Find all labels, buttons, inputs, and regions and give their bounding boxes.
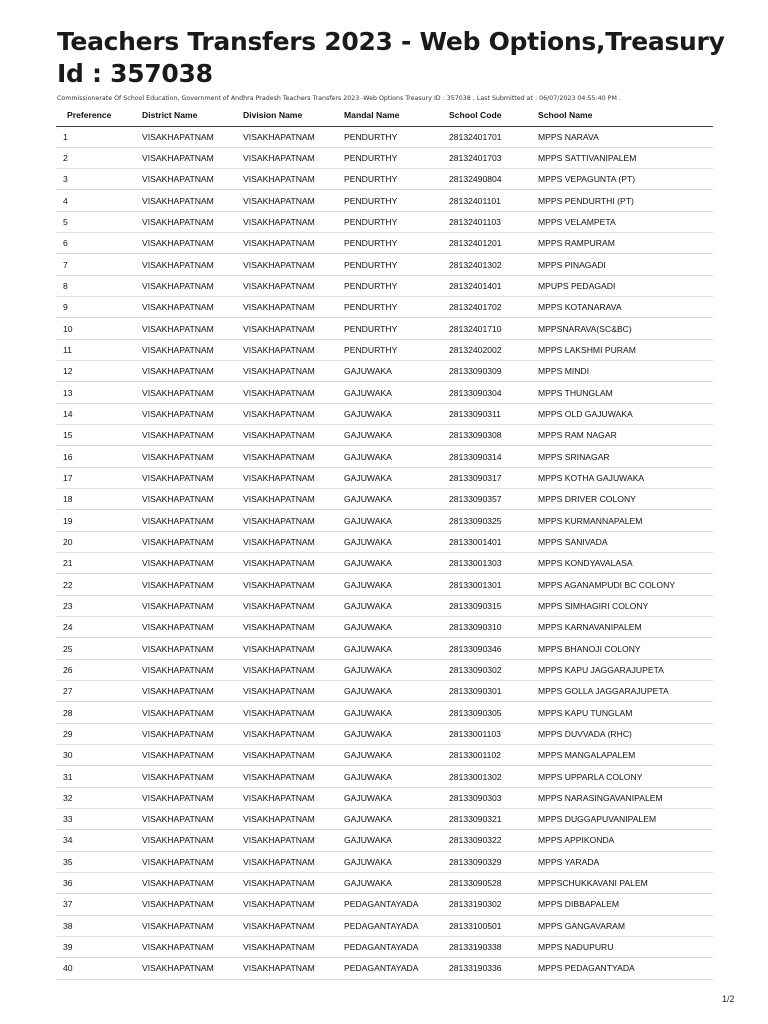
cell-school-code: 28133090304 — [449, 382, 538, 403]
cell-school-code: 28133090322 — [449, 830, 538, 851]
cell-preference: 4 — [56, 190, 142, 211]
cell-school-code: 28133090315 — [449, 595, 538, 616]
cell-school-name: MPPS AGANAMPUDI BC COLONY — [538, 574, 713, 595]
header-division-name: Division Name — [243, 104, 344, 126]
cell-division-name: VISAKHAPATNAM — [243, 681, 344, 702]
cell-division-name: VISAKHAPATNAM — [243, 147, 344, 168]
cell-district-name: VISAKHAPATNAM — [142, 915, 243, 936]
table-row — [56, 190, 713, 211]
cell-school-code: 28133001103 — [449, 723, 538, 744]
cell-district-name: VISAKHAPATNAM — [142, 574, 243, 595]
cell-mandal-name: GAJUWAKA — [344, 723, 449, 744]
cell-division-name: VISAKHAPATNAM — [243, 233, 344, 254]
cell-mandal-name: GAJUWAKA — [344, 659, 449, 680]
cell-school-name: MPPSCHUKKAVANI PALEM — [538, 872, 713, 893]
cell-district-name: VISAKHAPATNAM — [142, 851, 243, 872]
cell-division-name: VISAKHAPATNAM — [243, 766, 344, 787]
table-row — [56, 958, 713, 979]
cell-school-name: MPPS KURMANNAPALEM — [538, 510, 713, 531]
cell-school-name: MPPS KAPU JAGGARAJUPETA — [538, 659, 713, 680]
cell-mandal-name: PENDURTHY — [344, 169, 449, 190]
cell-preference: 37 — [56, 894, 142, 915]
cell-division-name: VISAKHAPATNAM — [243, 489, 344, 510]
cell-school-code: 28133090329 — [449, 851, 538, 872]
preferences-table-container — [56, 104, 713, 980]
cell-district-name: VISAKHAPATNAM — [142, 446, 243, 467]
cell-preference: 14 — [56, 403, 142, 424]
cell-preference: 38 — [56, 915, 142, 936]
cell-school-code: 28133100501 — [449, 915, 538, 936]
cell-school-code: 28132401710 — [449, 318, 538, 339]
cell-school-code: 28133090528 — [449, 872, 538, 893]
cell-district-name: VISAKHAPATNAM — [142, 681, 243, 702]
cell-mandal-name: PENDURTHY — [344, 254, 449, 275]
cell-preference: 13 — [56, 382, 142, 403]
cell-mandal-name: GAJUWAKA — [344, 382, 449, 403]
cell-mandal-name: PENDURTHY — [344, 233, 449, 254]
table-row — [56, 595, 713, 616]
header-row — [56, 104, 713, 126]
cell-school-name: MPPS VELAMPETA — [538, 211, 713, 232]
table-row — [56, 403, 713, 424]
cell-district-name: VISAKHAPATNAM — [142, 489, 243, 510]
cell-district-name: VISAKHAPATNAM — [142, 958, 243, 979]
cell-district-name: VISAKHAPATNAM — [142, 211, 243, 232]
cell-school-name: MPPS GOLLA JAGGARAJUPETA — [538, 681, 713, 702]
cell-school-code: 28133090346 — [449, 638, 538, 659]
cell-district-name: VISAKHAPATNAM — [142, 617, 243, 638]
cell-school-code: 28133090321 — [449, 809, 538, 830]
cell-school-code: 28133090305 — [449, 702, 538, 723]
cell-division-name: VISAKHAPATNAM — [243, 851, 344, 872]
table-row — [56, 872, 713, 893]
cell-mandal-name: GAJUWAKA — [344, 638, 449, 659]
cell-mandal-name: PENDURTHY — [344, 297, 449, 318]
cell-district-name: VISAKHAPATNAM — [142, 745, 243, 766]
table-row — [56, 339, 713, 360]
cell-school-name: MPPS PINAGADI — [538, 254, 713, 275]
cell-division-name: VISAKHAPATNAM — [243, 595, 344, 616]
header-school-name: School Name — [538, 104, 713, 126]
cell-preference: 18 — [56, 489, 142, 510]
cell-school-code: 28133090311 — [449, 403, 538, 424]
table-row — [56, 147, 713, 168]
cell-district-name: VISAKHAPATNAM — [142, 318, 243, 339]
cell-school-name: MPPS KONDYAVALASA — [538, 553, 713, 574]
cell-mandal-name: PENDURTHY — [344, 318, 449, 339]
cell-district-name: VISAKHAPATNAM — [142, 510, 243, 531]
cell-division-name: VISAKHAPATNAM — [243, 425, 344, 446]
cell-school-code: 28132402002 — [449, 339, 538, 360]
cell-school-name: MPPS BHANOJI COLONY — [538, 638, 713, 659]
table-row — [56, 510, 713, 531]
cell-school-name: MPPS UPPARLA COLONY — [538, 766, 713, 787]
cell-mandal-name: PENDURTHY — [344, 339, 449, 360]
cell-preference: 30 — [56, 745, 142, 766]
header-school-code: School Code — [449, 104, 538, 126]
cell-division-name: VISAKHAPATNAM — [243, 446, 344, 467]
cell-mandal-name: GAJUWAKA — [344, 702, 449, 723]
table-row — [56, 211, 713, 232]
cell-mandal-name: GAJUWAKA — [344, 403, 449, 424]
cell-school-code: 28133090317 — [449, 467, 538, 488]
cell-division-name: VISAKHAPATNAM — [243, 382, 344, 403]
table-row — [56, 297, 713, 318]
cell-division-name: VISAKHAPATNAM — [243, 723, 344, 744]
cell-division-name: VISAKHAPATNAM — [243, 872, 344, 893]
cell-school-code: 28132401201 — [449, 233, 538, 254]
cell-division-name: VISAKHAPATNAM — [243, 361, 344, 382]
cell-division-name: VISAKHAPATNAM — [243, 553, 344, 574]
table-row — [56, 617, 713, 638]
cell-school-code: 28133090357 — [449, 489, 538, 510]
cell-school-name: MPPS VEPAGUNTA (PT) — [538, 169, 713, 190]
cell-district-name: VISAKHAPATNAM — [142, 147, 243, 168]
cell-preference: 2 — [56, 147, 142, 168]
cell-district-name: VISAKHAPATNAM — [142, 830, 243, 851]
cell-division-name: VISAKHAPATNAM — [243, 531, 344, 552]
table-row — [56, 787, 713, 808]
cell-division-name: VISAKHAPATNAM — [243, 339, 344, 360]
cell-district-name: VISAKHAPATNAM — [142, 531, 243, 552]
cell-mandal-name: GAJUWAKA — [344, 681, 449, 702]
preferences-table — [56, 104, 713, 980]
cell-school-name: MPPS SANIVADA — [538, 531, 713, 552]
cell-school-name: MPPS KAPU TUNGLAM — [538, 702, 713, 723]
cell-school-name: MPPS KOTANARAVA — [538, 297, 713, 318]
cell-school-name: MPPS KARNAVANIPALEM — [538, 617, 713, 638]
cell-division-name: VISAKHAPATNAM — [243, 510, 344, 531]
cell-district-name: VISAKHAPATNAM — [142, 361, 243, 382]
cell-mandal-name: GAJUWAKA — [344, 489, 449, 510]
cell-school-name: MPPS KOTHA GAJUWAKA — [538, 467, 713, 488]
cell-mandal-name: GAJUWAKA — [344, 745, 449, 766]
header-mandal-name: Mandal Name — [344, 104, 449, 126]
cell-mandal-name: GAJUWAKA — [344, 446, 449, 467]
cell-preference: 31 — [56, 766, 142, 787]
cell-district-name: VISAKHAPATNAM — [142, 723, 243, 744]
cell-mandal-name: PEDAGANTAYADA — [344, 936, 449, 957]
cell-school-code: 28133001401 — [449, 531, 538, 552]
cell-district-name: VISAKHAPATNAM — [142, 638, 243, 659]
cell-preference: 23 — [56, 595, 142, 616]
cell-school-code: 28132401101 — [449, 190, 538, 211]
cell-mandal-name: GAJUWAKA — [344, 510, 449, 531]
cell-district-name: VISAKHAPATNAM — [142, 233, 243, 254]
cell-district-name: VISAKHAPATNAM — [142, 297, 243, 318]
cell-mandal-name: GAJUWAKA — [344, 361, 449, 382]
cell-preference: 5 — [56, 211, 142, 232]
cell-district-name: VISAKHAPATNAM — [142, 894, 243, 915]
cell-district-name: VISAKHAPATNAM — [142, 595, 243, 616]
cell-mandal-name: GAJUWAKA — [344, 617, 449, 638]
cell-mandal-name: PENDURTHY — [344, 126, 449, 147]
cell-school-code: 28133090314 — [449, 446, 538, 467]
cell-division-name: VISAKHAPATNAM — [243, 894, 344, 915]
table-row — [56, 126, 713, 147]
cell-preference: 16 — [56, 446, 142, 467]
cell-school-code: 28133090302 — [449, 659, 538, 680]
cell-school-code: 28133090308 — [449, 425, 538, 446]
table-row — [56, 254, 713, 275]
cell-school-code: 28132401702 — [449, 297, 538, 318]
cell-mandal-name: PEDAGANTAYADA — [344, 915, 449, 936]
cell-division-name: VISAKHAPATNAM — [243, 190, 344, 211]
cell-school-code: 28133090309 — [449, 361, 538, 382]
cell-school-name: MPPS MINDI — [538, 361, 713, 382]
cell-school-name: MPPS OLD GAJUWAKA — [538, 403, 713, 424]
cell-school-code: 28132401401 — [449, 275, 538, 296]
table-row — [56, 489, 713, 510]
cell-district-name: VISAKHAPATNAM — [142, 403, 243, 424]
cell-division-name: VISAKHAPATNAM — [243, 254, 344, 275]
cell-district-name: VISAKHAPATNAM — [142, 553, 243, 574]
cell-preference: 6 — [56, 233, 142, 254]
cell-school-name: MPPS GANGAVARAM — [538, 915, 713, 936]
cell-mandal-name: PEDAGANTAYADA — [344, 958, 449, 979]
cell-mandal-name: GAJUWAKA — [344, 872, 449, 893]
cell-mandal-name: GAJUWAKA — [344, 851, 449, 872]
cell-district-name: VISAKHAPATNAM — [142, 787, 243, 808]
cell-school-name: MPPS MANGALAPALEM — [538, 745, 713, 766]
table-row — [56, 467, 713, 488]
table-row — [56, 702, 713, 723]
cell-preference: 19 — [56, 510, 142, 531]
cell-mandal-name: PENDURTHY — [344, 147, 449, 168]
table-row — [56, 574, 713, 595]
table-row — [56, 318, 713, 339]
cell-school-name: MPPS PEDAGANTYADA — [538, 958, 713, 979]
cell-district-name: VISAKHAPATNAM — [142, 467, 243, 488]
cell-school-name: MPPS YARADA — [538, 851, 713, 872]
cell-district-name: VISAKHAPATNAM — [142, 659, 243, 680]
table-row — [56, 659, 713, 680]
cell-school-code: 28133090325 — [449, 510, 538, 531]
cell-school-name: MPPS RAM NAGAR — [538, 425, 713, 446]
table-row — [56, 894, 713, 915]
cell-mandal-name: GAJUWAKA — [344, 425, 449, 446]
table-row — [56, 553, 713, 574]
cell-preference: 11 — [56, 339, 142, 360]
table-body — [56, 126, 713, 979]
cell-school-name: MPPS SATTIVANIPALEM — [538, 147, 713, 168]
cell-preference: 7 — [56, 254, 142, 275]
table-row — [56, 361, 713, 382]
cell-school-code: 28132401703 — [449, 147, 538, 168]
cell-preference: 8 — [56, 275, 142, 296]
cell-school-name: MPPS SRINAGAR — [538, 446, 713, 467]
cell-school-code: 28133090303 — [449, 787, 538, 808]
cell-school-code: 28133190302 — [449, 894, 538, 915]
cell-school-name: MPPS RAMPURAM — [538, 233, 713, 254]
cell-preference: 27 — [56, 681, 142, 702]
cell-preference: 24 — [56, 617, 142, 638]
cell-school-code: 28133001301 — [449, 574, 538, 595]
cell-district-name: VISAKHAPATNAM — [142, 169, 243, 190]
cell-district-name: VISAKHAPATNAM — [142, 809, 243, 830]
table-header — [56, 104, 713, 126]
cell-mandal-name: PENDURTHY — [344, 190, 449, 211]
cell-division-name: VISAKHAPATNAM — [243, 936, 344, 957]
header-preference: Preference — [56, 104, 142, 126]
table-row — [56, 446, 713, 467]
cell-school-code: 28133090310 — [449, 617, 538, 638]
table-row — [56, 233, 713, 254]
cell-mandal-name: PENDURTHY — [344, 211, 449, 232]
cell-preference: 32 — [56, 787, 142, 808]
cell-school-name: MPPS DRIVER COLONY — [538, 489, 713, 510]
cell-preference: 10 — [56, 318, 142, 339]
table-row — [56, 681, 713, 702]
cell-division-name: VISAKHAPATNAM — [243, 403, 344, 424]
cell-district-name: VISAKHAPATNAM — [142, 126, 243, 147]
cell-division-name: VISAKHAPATNAM — [243, 617, 344, 638]
cell-division-name: VISAKHAPATNAM — [243, 702, 344, 723]
cell-division-name: VISAKHAPATNAM — [243, 659, 344, 680]
table-row — [56, 809, 713, 830]
cell-mandal-name: GAJUWAKA — [344, 595, 449, 616]
cell-school-code: 28132401302 — [449, 254, 538, 275]
cell-division-name: VISAKHAPATNAM — [243, 958, 344, 979]
table-row — [56, 830, 713, 851]
cell-preference: 25 — [56, 638, 142, 659]
cell-school-name: MPPS SIMHAGIRI COLONY — [538, 595, 713, 616]
cell-mandal-name: GAJUWAKA — [344, 574, 449, 595]
cell-school-code: 28132401103 — [449, 211, 538, 232]
cell-preference: 20 — [56, 531, 142, 552]
cell-division-name: VISAKHAPATNAM — [243, 574, 344, 595]
cell-preference: 40 — [56, 958, 142, 979]
cell-school-name: MPPS LAKSHMI PURAM — [538, 339, 713, 360]
cell-preference: 28 — [56, 702, 142, 723]
table-row — [56, 382, 713, 403]
table-row — [56, 723, 713, 744]
cell-district-name: VISAKHAPATNAM — [142, 254, 243, 275]
cell-mandal-name: GAJUWAKA — [344, 553, 449, 574]
table-row — [56, 851, 713, 872]
page-subtitle: Commissionerate Of School Education, Government of Andhra Pradesh Teachers Transfers 2023 -Web Options Treasury ID : 357038 , Last Submitted at : 06/07/2023 04:55:40 PM . — [57, 95, 621, 102]
cell-district-name: VISAKHAPATNAM — [142, 382, 243, 403]
cell-school-code: 28133001303 — [449, 553, 538, 574]
cell-preference: 33 — [56, 809, 142, 830]
cell-school-code: 28133001102 — [449, 745, 538, 766]
cell-division-name: VISAKHAPATNAM — [243, 318, 344, 339]
cell-mandal-name: GAJUWAKA — [344, 467, 449, 488]
cell-mandal-name: GAJUWAKA — [344, 766, 449, 787]
cell-preference: 36 — [56, 872, 142, 893]
cell-preference: 17 — [56, 467, 142, 488]
cell-district-name: VISAKHAPATNAM — [142, 425, 243, 446]
cell-preference: 39 — [56, 936, 142, 957]
table-row — [56, 638, 713, 659]
table-row — [56, 936, 713, 957]
cell-division-name: VISAKHAPATNAM — [243, 745, 344, 766]
cell-preference: 1 — [56, 126, 142, 147]
cell-district-name: VISAKHAPATNAM — [142, 190, 243, 211]
cell-division-name: VISAKHAPATNAM — [243, 275, 344, 296]
cell-division-name: VISAKHAPATNAM — [243, 211, 344, 232]
cell-mandal-name: GAJUWAKA — [344, 531, 449, 552]
cell-preference: 26 — [56, 659, 142, 680]
cell-mandal-name: GAJUWAKA — [344, 787, 449, 808]
cell-school-name: MPPS NADUPURU — [538, 936, 713, 957]
cell-school-code: 28132401701 — [449, 126, 538, 147]
table-row — [56, 275, 713, 296]
cell-district-name: VISAKHAPATNAM — [142, 872, 243, 893]
table-row — [56, 169, 713, 190]
header-district-name: District Name — [142, 104, 243, 126]
cell-mandal-name: GAJUWAKA — [344, 809, 449, 830]
cell-division-name: VISAKHAPATNAM — [243, 467, 344, 488]
cell-district-name: VISAKHAPATNAM — [142, 766, 243, 787]
cell-preference: 22 — [56, 574, 142, 595]
cell-mandal-name: GAJUWAKA — [344, 830, 449, 851]
table-row — [56, 766, 713, 787]
cell-division-name: VISAKHAPATNAM — [243, 830, 344, 851]
cell-school-name: MPPS DIBBAPALEM — [538, 894, 713, 915]
cell-district-name: VISAKHAPATNAM — [142, 702, 243, 723]
cell-mandal-name: PENDURTHY — [344, 275, 449, 296]
cell-preference: 3 — [56, 169, 142, 190]
cell-preference: 21 — [56, 553, 142, 574]
cell-district-name: VISAKHAPATNAM — [142, 275, 243, 296]
cell-school-code: 28133090301 — [449, 681, 538, 702]
cell-preference: 9 — [56, 297, 142, 318]
page-title: Teachers Transfers 2023 - Web Options,Treasury Id : 357038 — [57, 27, 725, 88]
cell-division-name: VISAKHAPATNAM — [243, 638, 344, 659]
cell-school-name: MPPS THUNGLAM — [538, 382, 713, 403]
cell-school-name: MPPS PENDURTHI (PT) — [538, 190, 713, 211]
cell-school-code: 28133190336 — [449, 958, 538, 979]
cell-district-name: VISAKHAPATNAM — [142, 339, 243, 360]
cell-division-name: VISAKHAPATNAM — [243, 809, 344, 830]
cell-district-name: VISAKHAPATNAM — [142, 936, 243, 957]
cell-school-name: MPUPS PEDAGADI — [538, 275, 713, 296]
cell-preference: 35 — [56, 851, 142, 872]
cell-school-name: MPPS NARASINGAVANIPALEM — [538, 787, 713, 808]
cell-division-name: VISAKHAPATNAM — [243, 169, 344, 190]
cell-division-name: VISAKHAPATNAM — [243, 297, 344, 318]
table-row — [56, 531, 713, 552]
cell-preference: 29 — [56, 723, 142, 744]
cell-school-name: MPPSNARAVA(SC&BC) — [538, 318, 713, 339]
cell-school-name: MPPS APPIKONDA — [538, 830, 713, 851]
cell-school-name: MPPS DUVVADA (RHC) — [538, 723, 713, 744]
cell-preference: 12 — [56, 361, 142, 382]
cell-school-name: MPPS NARAVA — [538, 126, 713, 147]
cell-division-name: VISAKHAPATNAM — [243, 787, 344, 808]
cell-school-name: MPPS DUGGAPUVANIPALEM — [538, 809, 713, 830]
page-number: 1/2 — [722, 994, 735, 1004]
cell-division-name: VISAKHAPATNAM — [243, 126, 344, 147]
cell-division-name: VISAKHAPATNAM — [243, 915, 344, 936]
cell-school-code: 28133001302 — [449, 766, 538, 787]
cell-preference: 15 — [56, 425, 142, 446]
cell-school-code: 28132490804 — [449, 169, 538, 190]
table-row — [56, 915, 713, 936]
table-row — [56, 745, 713, 766]
table-row — [56, 425, 713, 446]
cell-school-code: 28133190338 — [449, 936, 538, 957]
cell-mandal-name: PEDAGANTAYADA — [344, 894, 449, 915]
cell-preference: 34 — [56, 830, 142, 851]
